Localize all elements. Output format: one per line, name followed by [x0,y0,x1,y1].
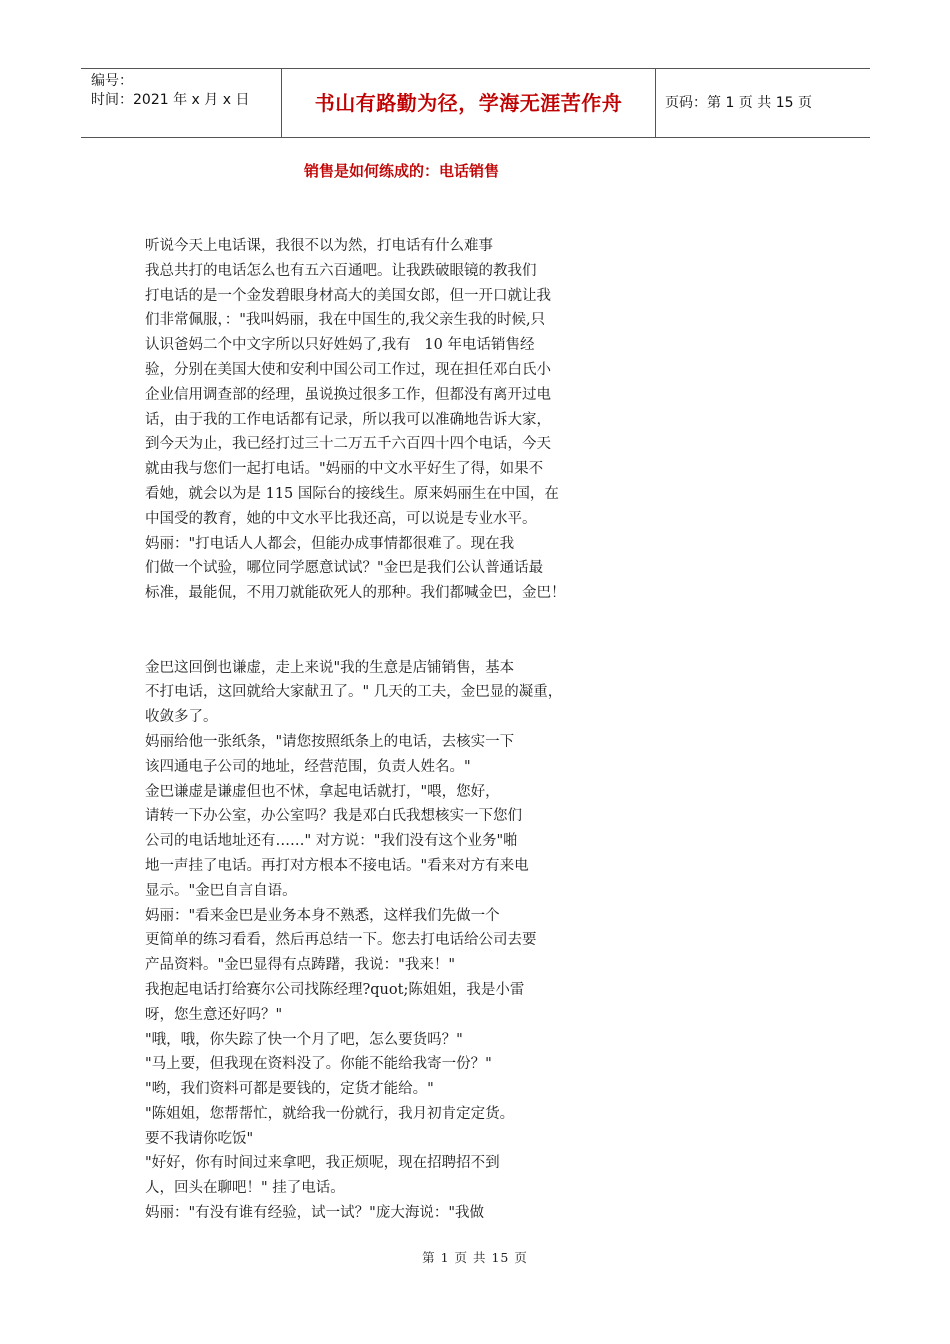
body-line: "哦，哦，你失踪了快一个月了吧，怎么要货吗？" [145,1031,463,1048]
header-meta [91,72,249,110]
document-title: 销售是如何练成的：电话销售 [303,162,499,180]
body-line: 就由我与您们一起打电话。"妈丽的中文水平好生了得，如果不 [145,461,544,478]
body-line: 企业信用调查部的经理，虽说换过很多工作，但都没有离开过电 [145,386,551,403]
document-body [145,234,645,1226]
body-line: 金巴这回倒也谦虚，走上来说"我的生意是店铺销售，基本 [145,659,515,676]
document-date: 时间：2021 年 x 月 x 日 [91,92,250,108]
body-line: 妈丽给他一张纸条，"请您按照纸条上的电话，去核实一下 [145,733,515,750]
body-line: 我总共打的电话怎么也有五六百通吧。让我跌破眼镜的教我们 [145,262,537,279]
body-line [145,606,645,631]
body-line: 呀，您生意还好吗？" [145,1006,283,1023]
body-line: 人，回头在聊吧！" 挂了电话。 [145,1180,345,1197]
body-line: 听说今天上电话课，我很不以为然，打电话有什么难事 [145,238,493,254]
header-motto: 书山有路勤为径，学海无涯苦作舟 [314,91,623,115]
body-line: "马上要，但我现在资料没了。你能不能给我寄一份？" [145,1056,492,1073]
body-line: 中国受的教育，她的中文水平比我还高，可以说是专业水平。 [145,510,537,527]
body-line: 们做一个试验，哪位同学愿意试试？"金巴是我们公认普通话最 [145,560,544,577]
body-line: 打电话的是一个金发碧眼身材高大的美国女郎，但一开口就让我 [145,287,551,304]
header-page-info: 页码：第 1 页 共 15 页 [665,95,812,111]
body-line: "哟，我们资料可都是要钱的，定货才能给。" [145,1081,434,1098]
body-line: 公司的电话地址还有……" 对方说："我们没有这个业务"啪 [145,833,518,850]
body-line: "陈姐姐，您帮帮忙，就给我一份就行，我月初肯定定货。 [145,1105,515,1122]
body-line: 产品资料。"金巴显得有点踌躇，我说："我来！" [145,957,456,974]
body-line: 更简单的练习看看，然后再总结一下。您去打电话给公司去要 [145,932,537,949]
body-line: 验，分别在美国大使和安利中国公司工作过，现在担任邓白氏小 [145,361,551,378]
body-line: 我抱起电话打给赛尔公司找陈经理?quot;陈姐姐，我是小雷 [145,981,525,998]
body-line: 标准，最能侃，不用刀就能砍死人的那种。我们都喊金巴，金巴！ [145,585,566,602]
body-line: 看她，就会以为是 115 国际台的接线生。原来妈丽生在中国，在 [145,485,559,502]
header-divider [655,69,656,137]
body-line: 收敛多了。 [145,709,218,726]
body-line: 认识爸妈二个中文字所以只好姓妈了,我有 10 年电话销售经 [145,337,535,354]
body-line: 妈丽："打电话人人都会，但能办成事情都很难了。现在我 [145,535,515,552]
page-footer: 第 1 页 共 15 页 [422,1250,528,1265]
body-line: 请转一下办公室，办公室吗？我是邓白氏我想核实一下您们 [145,808,522,825]
body-line: 妈丽："有没有谁有经验，试一试？"庞大海说："我做 [145,1205,485,1222]
document-number-label: 编号： [91,73,133,89]
body-line: 显示。"金巴自言自语。 [145,882,297,899]
body-line: 该四通电子公司的地址，经营范围，负责人姓名。" [145,758,471,775]
body-line: 不打电话，这回就给大家献丑了。" 几天的工夫，金巴显的凝重， [145,684,563,701]
body-line: 地一声挂了电话。再打对方根本不接电话。"看来对方有来电 [145,857,529,874]
page-header [81,68,870,138]
body-line: 金巴谦虚是谦虚但也不怵，拿起电话就打，"喂，您好， [145,783,500,800]
body-line: 妈丽："看来金巴是业务本身不熟悉，这样我们先做一个 [145,907,500,924]
body-line [145,631,645,656]
body-line: "好好，你有时间过来拿吧，我正烦呢，现在招聘招不到 [145,1155,500,1172]
body-line: 到今天为止，我已经打过三十二万五千六百四十四个电话，今天 [145,436,551,453]
body-line: 要不我请你吃饭" [145,1130,254,1147]
body-line: 们非常佩服，："我叫妈丽，我在中国生的,我父亲生我的时候,只 [145,312,546,329]
body-line: 话，由于我的工作电话都有记录，所以我可以准确地告诉大家， [145,411,551,428]
